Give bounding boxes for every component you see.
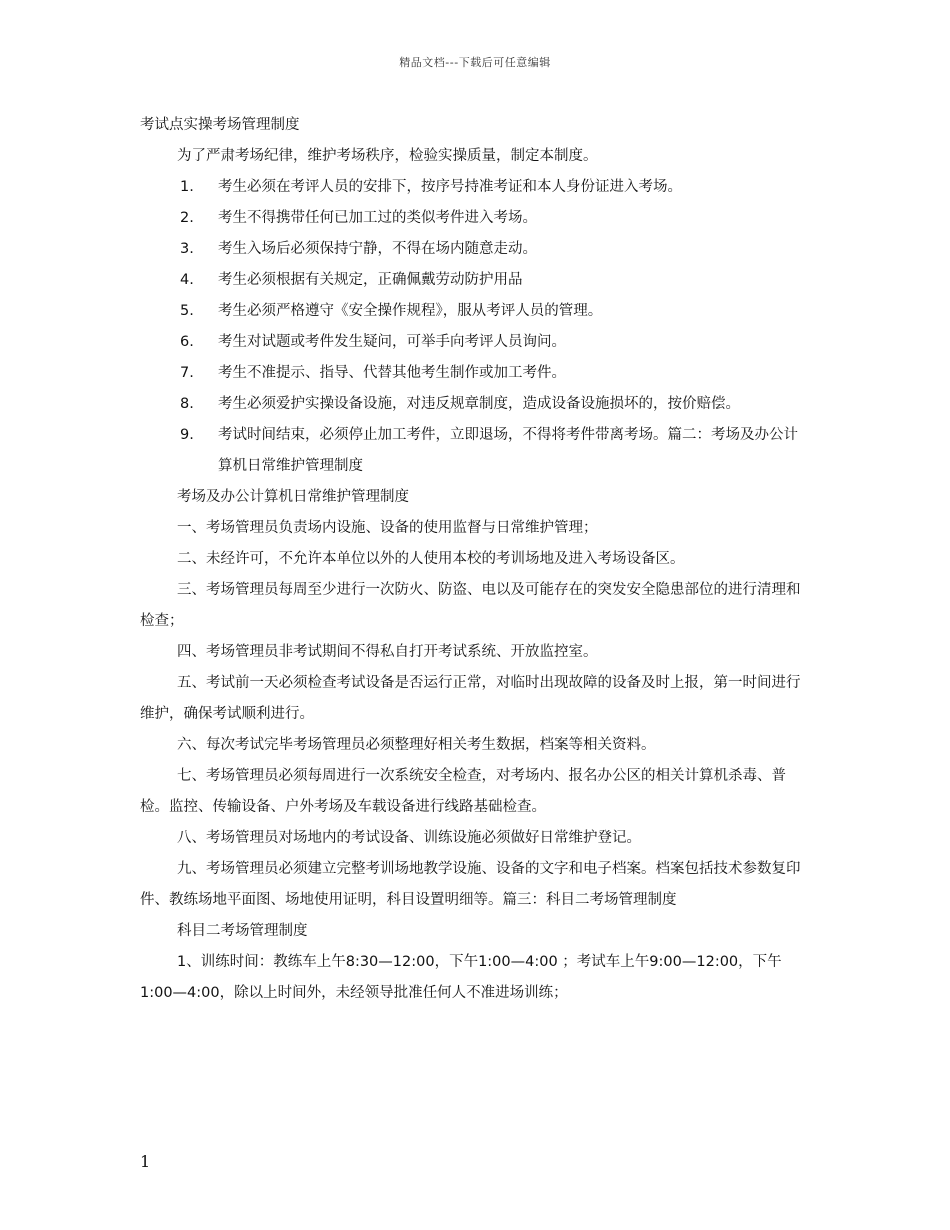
list-item [140, 234, 812, 265]
section-paragraph: 四、考场管理员非考试期间不得私自打开考试系统、开放监控室。 [177, 644, 598, 660]
section-heading: 考场及办公计算机日常维护管理制度 [177, 489, 409, 505]
list-item [140, 203, 812, 234]
list-item [140, 358, 812, 389]
list-item-text: 考生不准提示、指导、代替其他考生制作或加工考件。 [218, 365, 566, 381]
document-title: 考试点实操考场管理制度 [140, 117, 300, 133]
section-paragraph: 五、考试前一天必须检查考试设备是否运行正常，对临时出现故障的设备及时上报，第一时间进行维护，确保考试顺利进行。 [140, 675, 801, 722]
rules-list [140, 172, 812, 482]
list-item-text: 考生必须严格遵守《安全操作规程》，服从考评人员的管理。 [218, 303, 603, 319]
intro-paragraph: 为了严肃考场纪律，维护考场秩序，检验实操质量，制定本制度。 [177, 148, 598, 164]
list-item-number: 4. [180, 272, 194, 288]
list-item-number: 8. [180, 396, 194, 412]
list-item-text: 考生不得携带任何已加工过的类似考件进入考场。 [218, 210, 537, 226]
list-item-number: 7. [180, 365, 194, 381]
list-item [140, 420, 812, 482]
section-paragraph: 八、考场管理员对场地内的考试设备、训练设施必须做好日常维护登记。 [177, 830, 641, 846]
list-item-number: 9. [180, 427, 194, 443]
list-item-text: 考生对试题或考件发生疑问，可举手向考评人员询问。 [218, 334, 566, 350]
list-item-number: 2. [180, 210, 194, 226]
list-item-text: 考生必须爱护实操设备设施，对违反规章制度，造成设备设施损坏的，按价赔偿。 [218, 396, 740, 412]
list-item [140, 327, 812, 358]
section-paragraph: 1、训练时间：教练车上午8:30—12:00，下午1:00—4:00 ；考试车上午9:00—12:00，下午1:00—4:00，除以上时间外，未经领导批准任何人不准进场训练； [140, 954, 782, 1001]
section-heading: 科目二考场管理制度 [177, 923, 308, 939]
list-item-number: 3. [180, 241, 194, 257]
section-paragraph: 二、未经许可，不允许本单位以外的人使用本校的考训场地及进入考场设备区。 [177, 551, 685, 567]
list-item-text: 考生入场后必须保持宁静，不得在场内随意走动。 [218, 241, 537, 257]
page-header: 精品文档---下载后可任意编辑 [399, 56, 551, 69]
list-item [140, 296, 812, 327]
section-paragraph: 六、每次考试完毕考场管理员必须整理好相关考生数据，档案等相关资料。 [177, 737, 656, 753]
list-item-number: 5. [180, 303, 194, 319]
section-paragraph: 一、考场管理员负责场内设施、设备的使用监督与日常维护管理； [177, 520, 598, 536]
list-item [140, 172, 812, 203]
section-paragraph: 三、考场管理员每周至少进行一次防火、防盗、电以及可能存在的突发安全隐患部位的进行清理和检查； [140, 582, 801, 629]
list-item-number: 1. [180, 179, 194, 195]
list-item-text: 考生必须根据有关规定，正确佩戴劳动防护用品 [218, 272, 523, 288]
list-item [140, 389, 812, 420]
list-item-number: 6. [180, 334, 194, 350]
list-item-text: 考试时间结束，必须停止加工考件，立即退场，不得将考件带离考场。篇二：考场及办公计算机日常维护管理制度 [218, 427, 798, 474]
list-item-text: 考生必须在考评人员的安排下，按序号持准考证和本人身份证进入考场。 [218, 179, 682, 195]
section-paragraph: 九、考场管理员必须建立完整考训场地教学设施、设备的文字和电子档案。档案包括技术参数复印件、教练场地平面图、场地使用证明，科目设置明细等。篇三：科目二考场管理制度 [140, 861, 801, 908]
page-number: 1 [140, 1152, 151, 1171]
document-body [140, 110, 812, 1009]
section-paragraph: 七、考场管理员必须每周进行一次系统安全检查，对考场内、报名办公区的相关计算机杀毒、普检。监控、传输设备、户外考场及车载设备进行线路基础检查。 [140, 768, 786, 815]
list-item [140, 265, 812, 296]
